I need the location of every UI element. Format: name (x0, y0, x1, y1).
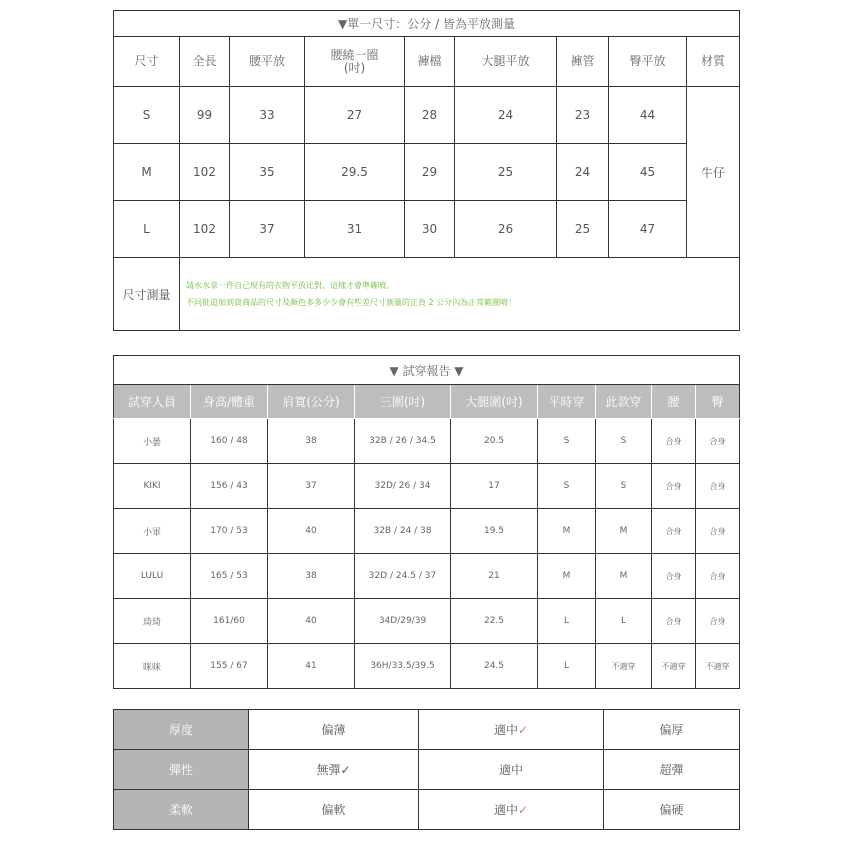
header-waist-around-line1: 腰繞一圈 (330, 47, 379, 62)
report-cell: L (538, 599, 596, 644)
size-cell: 29 (405, 144, 455, 201)
size-cell: 47 (609, 201, 687, 258)
report-cell: 合身 (696, 554, 740, 599)
report-cell: 156 / 43 (191, 464, 268, 509)
material-row-thickness (114, 710, 740, 750)
material-option (419, 750, 604, 790)
report-cell: 21 (451, 554, 538, 599)
report-cell: 合身 (652, 464, 696, 509)
material-option (249, 710, 419, 750)
material-option-label: 偏薄 (321, 723, 346, 737)
report-header-thigh: 大腿圍(吋) (451, 385, 538, 419)
report-header-measurements: 三圍(吋) (355, 385, 451, 419)
report-cell: 19.5 (451, 509, 538, 554)
report-cell: LULU (114, 554, 191, 599)
report-cell: 160 / 48 (191, 419, 268, 464)
check-icon: ✓ (517, 723, 529, 737)
report-cell: 24.5 (451, 644, 538, 689)
material-option-label: 適中 (493, 723, 518, 737)
material-option (249, 750, 419, 790)
report-cell: 不適穿 (652, 644, 696, 689)
size-cell: 33 (230, 87, 305, 144)
report-cell: M (538, 554, 596, 599)
header-waist-around (305, 37, 405, 87)
report-cell: 38 (268, 554, 355, 599)
size-cell: 23 (557, 87, 609, 144)
material-label: 厚度 (114, 710, 249, 750)
material-option (604, 710, 740, 750)
header-thigh: 大腿平放 (455, 37, 557, 87)
material-option (419, 710, 604, 750)
header-length: 全長 (180, 37, 230, 87)
measurement-note-label: 尺寸測量 (114, 258, 180, 331)
report-cell: 161/60 (191, 599, 268, 644)
size-row-m (114, 144, 740, 201)
size-cell: 25 (557, 201, 609, 258)
report-cell: 22.5 (451, 599, 538, 644)
size-cell: 24 (455, 87, 557, 144)
material-option (419, 790, 604, 830)
material-label: 彈性 (114, 750, 249, 790)
material-option (604, 790, 740, 830)
report-header-shoulder: 肩寬(公分) (268, 385, 355, 419)
report-cell: S (538, 419, 596, 464)
size-cell: 99 (180, 87, 230, 144)
report-row (114, 599, 740, 644)
report-cell: 20.5 (451, 419, 538, 464)
size-cell: 37 (230, 201, 305, 258)
material-option-label: 適中 (493, 803, 518, 817)
report-cell: M (596, 554, 652, 599)
header-leg-opening: 褲管 (557, 37, 609, 87)
report-cell: 155 / 67 (191, 644, 268, 689)
check-icon: ✓ (517, 803, 529, 817)
size-cell: 27 (305, 87, 405, 144)
report-cell: KIKI (114, 464, 191, 509)
report-cell: 41 (268, 644, 355, 689)
report-cell: L (538, 644, 596, 689)
size-cell: 31 (305, 201, 405, 258)
report-cell: 合身 (652, 554, 696, 599)
report-cell: 36H/33.5/39.5 (355, 644, 451, 689)
report-cell: 32B / 26 / 34.5 (355, 419, 451, 464)
material-option (604, 750, 740, 790)
measurement-note-line: 不同批追加到貨商品的尺寸及顏色多多少少會有些差尺寸測量的正負 2 公分內為正常範圍唷！ (186, 298, 517, 307)
size-cell: 45 (609, 144, 687, 201)
material-row-elasticity (114, 750, 740, 790)
material-option (249, 790, 419, 830)
size-cell: 26 (455, 201, 557, 258)
report-cell: L (596, 599, 652, 644)
report-cell: 170 / 53 (191, 509, 268, 554)
report-cell: S (596, 419, 652, 464)
report-cell: 32D / 24.5 / 37 (355, 554, 451, 599)
report-row (114, 644, 740, 689)
report-cell: M (538, 509, 596, 554)
size-cell: 102 (180, 144, 230, 201)
report-header-height-weight: 身高/體重 (191, 385, 268, 419)
header-waist-around-line2: (吋) (343, 60, 366, 75)
report-cell: 合身 (696, 419, 740, 464)
material-option-label: 偏硬 (659, 803, 684, 817)
size-cell: 29.5 (305, 144, 405, 201)
header-material: 材質 (687, 37, 740, 87)
material-label: 柔軟 (114, 790, 249, 830)
measurement-note (180, 258, 740, 331)
report-row (114, 509, 740, 554)
report-cell: S (538, 464, 596, 509)
size-cell: 25 (455, 144, 557, 201)
material-table (113, 709, 740, 830)
report-cell: 32D/ 26 / 34 (355, 464, 451, 509)
report-header-usual-size: 平時穿 (538, 385, 596, 419)
report-cell: 165 / 53 (191, 554, 268, 599)
report-cell: 38 (268, 419, 355, 464)
size-cell: 102 (180, 201, 230, 258)
material-option-label: 偏軟 (321, 803, 346, 817)
measurement-note-line: 請水水拿一件自己現有的衣物平放比對，這樣才會準確唷。 (186, 281, 394, 290)
size-cell: 24 (557, 144, 609, 201)
report-row (114, 464, 740, 509)
report-cell: 34D/29/39 (355, 599, 451, 644)
report-row (114, 554, 740, 599)
check-icon: ✓ (340, 763, 351, 777)
report-cell: 17 (451, 464, 538, 509)
report-header-waist: 腰 (652, 385, 696, 419)
report-cell: S (596, 464, 652, 509)
material-option-label: 超彈 (659, 763, 684, 777)
size-cell: 28 (405, 87, 455, 144)
report-cell: 合身 (696, 509, 740, 554)
fitting-report-table (113, 355, 740, 689)
material-option-label: 適中 (498, 763, 523, 777)
report-cell: 不適穿 (696, 644, 740, 689)
report-cell: 合身 (652, 419, 696, 464)
report-cell: 不適穿 (596, 644, 652, 689)
size-cell: 35 (230, 144, 305, 201)
report-cell: 37 (268, 464, 355, 509)
report-cell: 40 (268, 599, 355, 644)
material-option-label: 偏厚 (659, 723, 684, 737)
report-row (114, 419, 740, 464)
report-cell: 40 (268, 509, 355, 554)
report-cell: 琦琦 (114, 599, 191, 644)
size-table (113, 10, 740, 331)
report-header-tester: 試穿人員 (114, 385, 191, 419)
report-cell: M (596, 509, 652, 554)
report-cell: 合身 (696, 599, 740, 644)
size-cell: S (114, 87, 180, 144)
size-cell: L (114, 201, 180, 258)
header-hip: 臀平放 (609, 37, 687, 87)
header-size: 尺寸 (114, 37, 180, 87)
material-option-label: 無彈 (316, 763, 341, 777)
size-table-title: ▼單一尺寸：公分 / 皆為平放測量 (114, 11, 740, 37)
header-crotch: 褲檔 (405, 37, 455, 87)
report-cell: 32B / 24 / 38 (355, 509, 451, 554)
report-cell: 合身 (652, 509, 696, 554)
size-cell: 44 (609, 87, 687, 144)
header-waist-flat: 腰平放 (230, 37, 305, 87)
report-cell: 合身 (652, 599, 696, 644)
report-cell: 小軍 (114, 509, 191, 554)
material-value: 牛仔 (687, 87, 740, 258)
fitting-report-title: ▼ 試穿報告 ▼ (114, 356, 740, 385)
size-row-s (114, 87, 740, 144)
material-table-body (114, 710, 740, 830)
size-row-l (114, 201, 740, 258)
report-cell: 合身 (696, 464, 740, 509)
size-cell: M (114, 144, 180, 201)
report-header-this-size: 此款穿 (596, 385, 652, 419)
size-cell: 30 (405, 201, 455, 258)
report-cell: 咪咪 (114, 644, 191, 689)
material-row-softness (114, 790, 740, 830)
report-cell: 小曇 (114, 419, 191, 464)
report-header-hip: 臀 (696, 385, 740, 419)
